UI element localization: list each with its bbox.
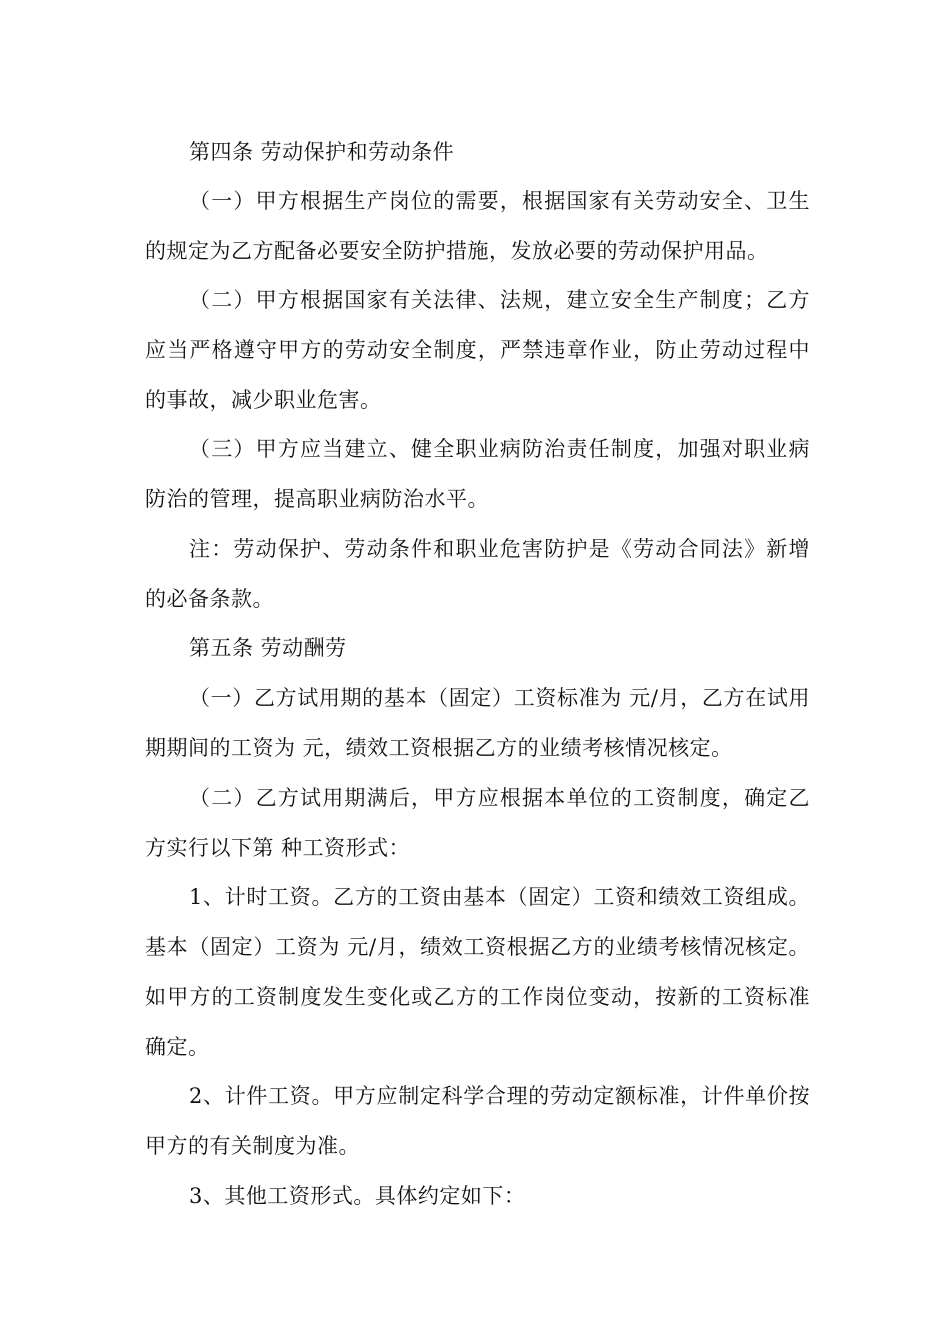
article-4-note: 注：劳动保护、劳动条件和职业危害防护是《劳动合同法》新增的必备条款。 [145,537,810,611]
article-4-clause-1: （一）甲方根据生产岗位的需要，根据国家有关劳动安全、卫生的规定为乙方配备必要安全防护措施，发放必要的劳动保护用品。 [145,189,810,263]
wage-form-1-time-based: 1、计时工资。乙方的工资由基本（固定）工资和绩效工资组成。基本（固定）工资为 元/月，绩效工资根据乙方的业绩考核情况核定。如甲方的工资制度发生变化或乙方的工作岗位变动，按新的工资标准确定。 [145,885,810,1059]
wage-form-3-other: 3、其他工资形式。具体约定如下： [189,1184,526,1208]
article-5-clause-1: （一）乙方试用期的基本（固定）工资标准为 元/月，乙方在试用期期间的工资为 元，绩效工资根据乙方的业绩考核情况核定。 [145,686,810,760]
article-4-heading: 第四条 劳动保护和劳动条件 [189,140,455,164]
article-5-clause-2: （二）乙方试用期满后，甲方应根据本单位的工资制度，确定乙方实行以下第 种工资形式： [145,786,810,860]
wage-form-2-piece-rate: 2、计件工资。甲方应制定科学合理的劳动定额标准，计件单价按甲方的有关制度为准。 [145,1084,810,1158]
article-4-clause-2: （二）甲方根据国家有关法律、法规，建立安全生产制度；乙方应当严格遵守甲方的劳动安全制度，严禁违章作业，防止劳动过程中的事故，减少职业危害。 [145,288,810,412]
article-5-heading: 第五条 劳动酬劳 [189,636,347,660]
article-4-clause-3: （三）甲方应当建立、健全职业病防治责任制度，加强对职业病防治的管理，提高职业病防治水平。 [145,437,810,511]
